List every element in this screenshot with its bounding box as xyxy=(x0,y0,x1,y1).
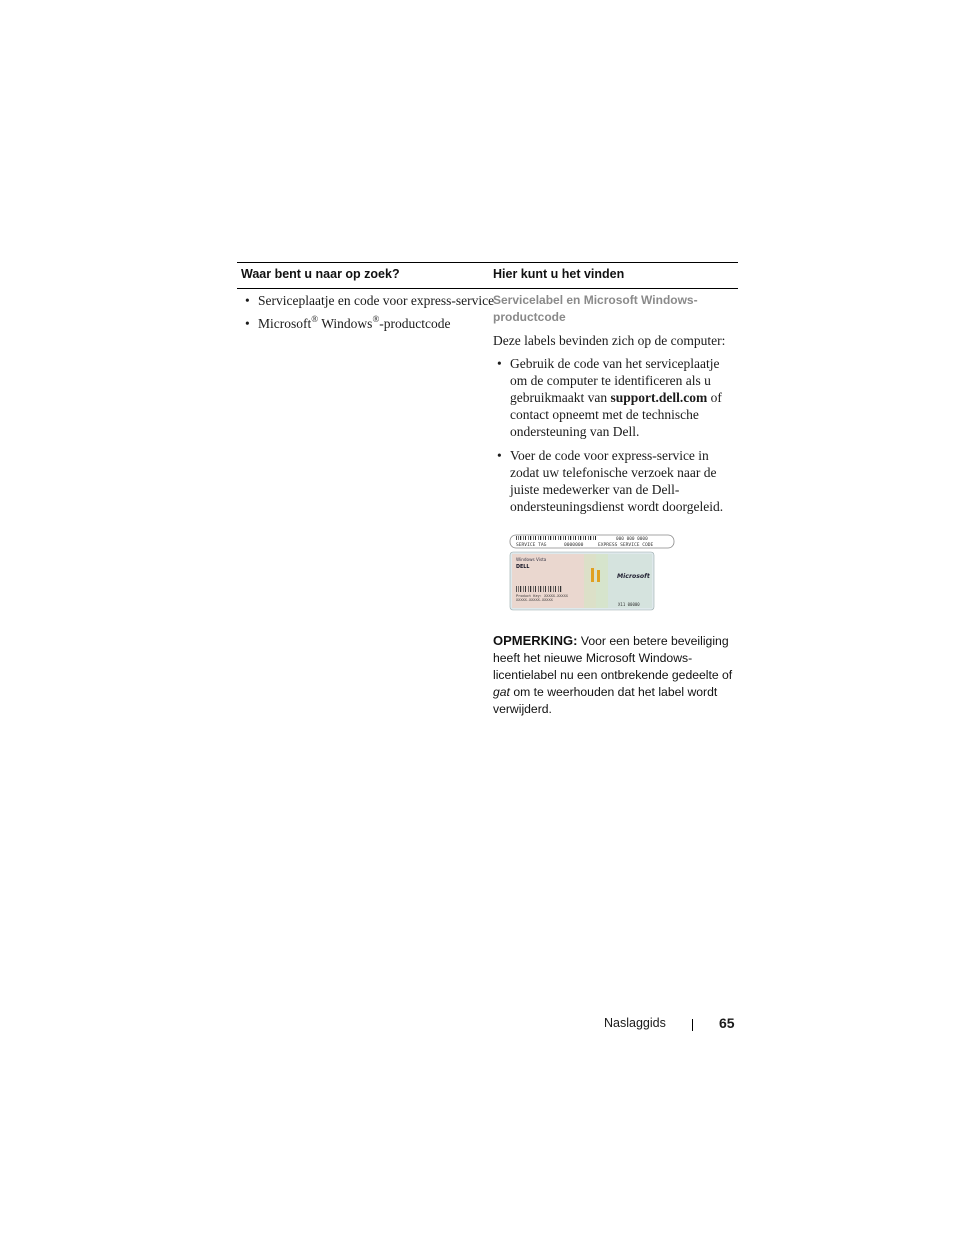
svg-text:000 000 0000: 000 000 0000 xyxy=(616,537,648,542)
instruction-item: • Voer de code voor express-service in zodat uw telefonische verzoek naar de juiste medewerker van de Dell-ondersteuningsdienst wordt doorgeleid. xyxy=(497,447,737,515)
support-link[interactable]: support.dell.com xyxy=(610,390,708,405)
svg-text:DELL: DELL xyxy=(516,565,530,570)
lookup-list xyxy=(244,292,494,338)
intro-text: Deze labels bevinden zich op de computer: xyxy=(493,333,726,348)
note-block: OPMERKING: Voor een betere beveiliging heeft het nieuwe Microsoft Windows-licentielabel nu een ontbrekende gedeelte of gat om te weerhouden dat het label wordt verwijderd. xyxy=(493,633,733,716)
instruction-list xyxy=(497,355,737,522)
svg-text:0000000: 0000000 xyxy=(564,543,584,548)
svg-text:X11 00000: X11 00000 xyxy=(618,602,640,607)
footer-title: Naslaggids xyxy=(604,1016,666,1030)
table-top-rule xyxy=(237,262,738,263)
page-number: 65 xyxy=(719,1015,735,1031)
section-heading: Servicelabel en Microsoft Windows-productcode xyxy=(493,293,698,324)
svg-text:Microsoft: Microsoft xyxy=(617,573,650,580)
svg-text:XXXXX-XXXXX-XXXXX: XXXXX-XXXXX-XXXXX xyxy=(516,598,553,602)
lookup-item-product-code: • Microsoft® Windows®-productcode xyxy=(244,315,494,332)
svg-text:Windows Vista: Windows Vista xyxy=(516,557,547,562)
footer-separator xyxy=(692,1019,693,1031)
note-label: OPMERKING: xyxy=(493,633,578,648)
table-header-left: Waar bent u naar op zoek? xyxy=(241,267,400,281)
table-header-rule xyxy=(237,288,738,289)
svg-text:EXPRESS SERVICE CODE: EXPRESS SERVICE CODE xyxy=(598,543,654,548)
service-label-illustration xyxy=(508,530,678,612)
instruction-item: • Gebruik de code van het serviceplaatje om de computer te identificeren als u gebruikmaakt van support.dell.com of contact opneemt met de technische ondersteuning van Dell. xyxy=(497,355,737,440)
table-header-right: Hier kunt u het vinden xyxy=(493,267,625,281)
svg-text:Product Key: XXXXX-XXXXX: Product Key: XXXXX-XXXXX xyxy=(516,594,568,598)
svg-text:SERVICE TAG: SERVICE TAG xyxy=(516,543,547,548)
lookup-item-service-tag: • Serviceplaatje en code voor express-service xyxy=(244,292,494,309)
